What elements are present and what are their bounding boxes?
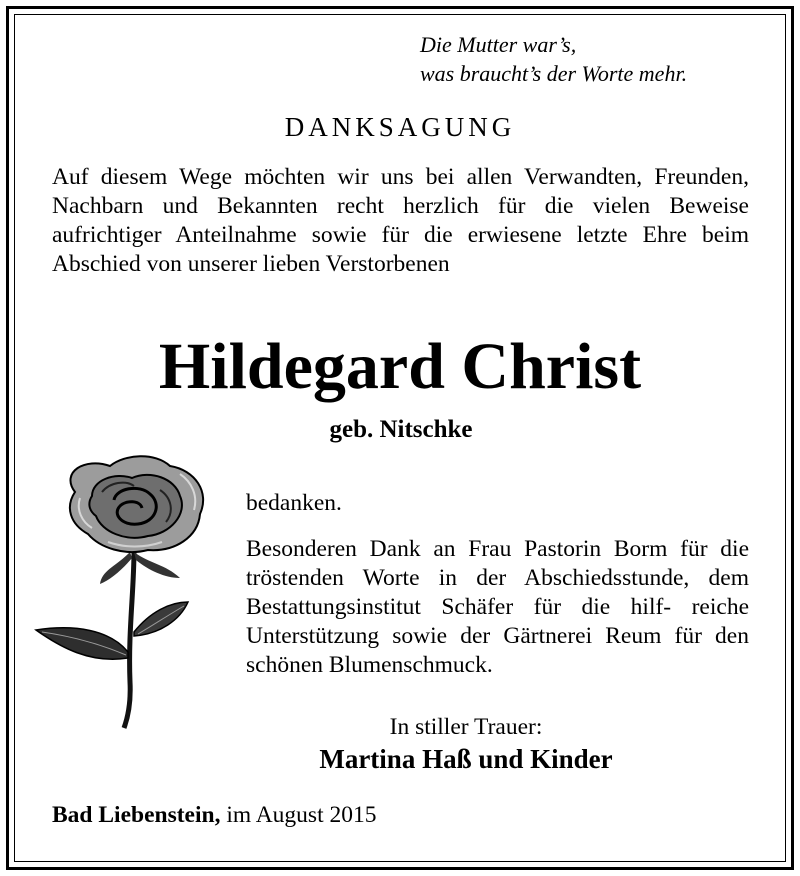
rose-icon <box>30 452 220 732</box>
thanks-verb: bedanken. <box>246 490 342 516</box>
maiden-name: geb. Nitschke <box>329 416 473 443</box>
mourning-label: In stiller Trauer: <box>389 714 543 740</box>
place-date-text: im August 2015 <box>226 802 377 828</box>
place-date <box>52 802 377 829</box>
heading: DANKSAGUNG <box>284 112 516 142</box>
signers: Martina Haß und Kinder <box>319 744 613 774</box>
maiden-name-line <box>0 416 800 444</box>
place-town: Bad Liebenstein, <box>52 802 221 828</box>
deceased-name: Hildegard Christ <box>158 330 642 403</box>
motto <box>420 30 750 88</box>
motto-line-2: was braucht’s der Worte mehr. <box>420 61 688 86</box>
intro-text: Auf diesem Wege möchten wir uns bei allen Verwandten, Freunden, Nachbarn und Bekannten recht herzlich für die vielen Beweise aufrichtiger Anteilnahme sowie für die erwiesene letzte Ehre beim Abschied von unserer lieben Verstorbenen <box>52 164 749 277</box>
special-thanks-text: Besonderen Dank an Frau Pastorin Borm für die tröstenden Worte in der Abschiedsstunde, dem Bestattungsinstitut Schäfer für die hilf- reiche Unterstützung sowie der Gärtnerei Reum für den schönen Blumenschmuck. <box>246 536 749 678</box>
motto-line-1: Die Mutter war’s, <box>420 32 577 57</box>
